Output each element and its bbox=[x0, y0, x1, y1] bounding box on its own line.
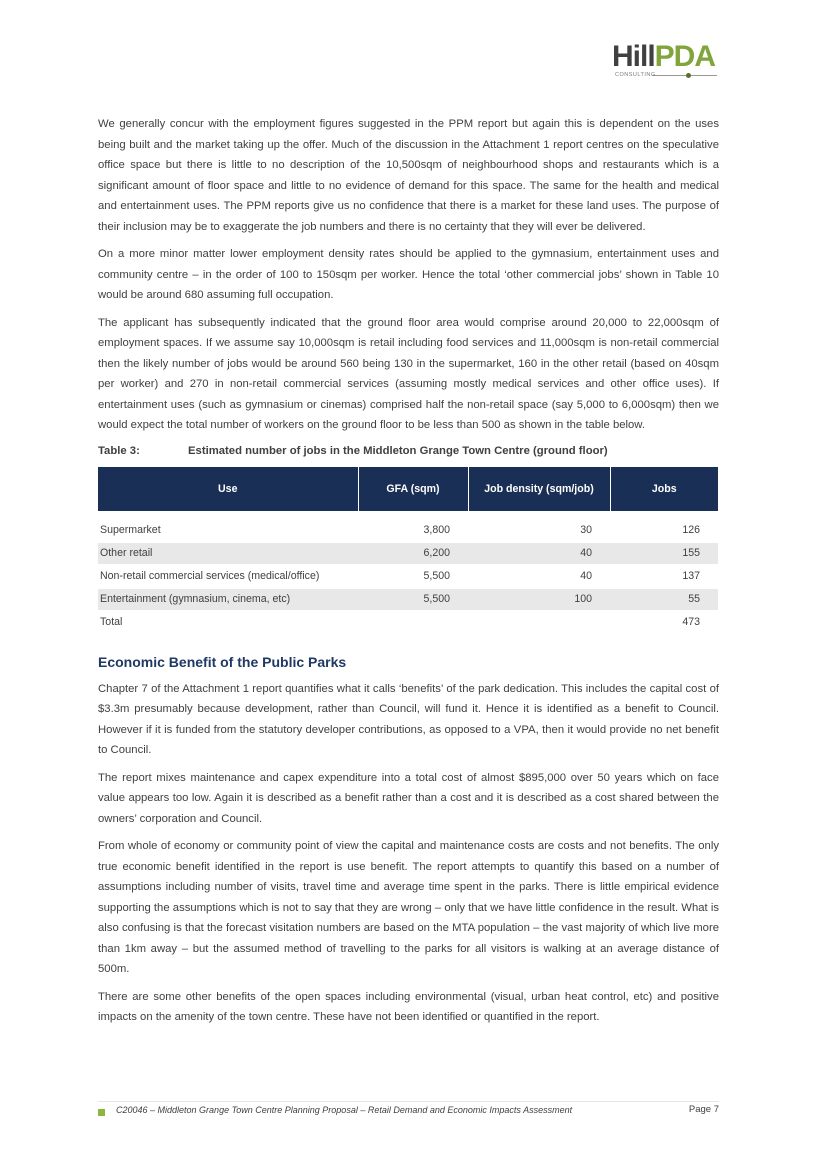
table-header-row bbox=[98, 467, 718, 511]
page-number: Page 7 bbox=[688, 1104, 719, 1115]
column-header-job-density: Job density (sqm/job) bbox=[468, 467, 610, 511]
paragraph: We generally concur with the employment figures suggested in the PPM report but again this is dependent on the uses being built and the market taking up the offer. Much of the discussion in the Attachment 1 report centres on the speculative office space but there is little to no description of the 10,500sqm of neighbourhood shops and restaurants which is a significant amount of floor space and little to no evidence of demand for this space. The same for the health and medical and entertainment uses. The PPM reports give us no confidence that there is a market for these land uses. The purpose of their inclusion may be to exaggerate the job numbers and there is no certainty that they will ever be delivered. bbox=[98, 118, 719, 233]
paragraph: On a more minor matter lower employment density rates should be applied to the gymnasium, entertainment uses and community centre – in the order of 100 to 150sqm per worker. Hence the total ‘other commercial jobs’ shown in Table 10 would be around 680 assuming full occupation. bbox=[98, 248, 719, 301]
footer-square-icon bbox=[98, 1109, 105, 1116]
jobs-table bbox=[98, 467, 718, 635]
cell-jobs: 55 bbox=[610, 588, 718, 611]
column-header-gfa: GFA (sqm) bbox=[358, 467, 468, 511]
cell-jobs: 155 bbox=[610, 542, 718, 565]
cell-gfa: 5,500 bbox=[358, 588, 468, 611]
table-total-row bbox=[98, 611, 718, 634]
logo-tagline: CONSULTING bbox=[615, 72, 656, 78]
footer-document-title: C20046 – Middleton Grange Town Centre Planning Proposal – Retail Demand and Economic Impacts Assessment bbox=[116, 1105, 573, 1115]
table-row bbox=[98, 542, 718, 565]
cell-job-density: 30 bbox=[468, 519, 610, 542]
paragraph: Chapter 7 of the Attachment 1 report quantifies what it calls ‘benefits’ of the park dedication. This includes the capital cost of $3.3m presumably because development, rather than Council, will fund it. Hence it is identified as a benefit to Council. However if it is funded from the statutory developer contributions, as opposed to a VPA, then it would provide no net benefit to Council. bbox=[98, 682, 719, 756]
column-header-use: Use bbox=[98, 467, 358, 511]
column-header-jobs: Jobs bbox=[610, 467, 718, 511]
cell-use: Supermarket bbox=[98, 519, 358, 542]
section-heading: Economic Benefit of the Public Parks bbox=[98, 653, 347, 670]
cell-gfa: 6,200 bbox=[358, 542, 468, 565]
cell-gfa: 5,500 bbox=[358, 565, 468, 588]
page-footer bbox=[98, 1101, 719, 1118]
logo-dot-icon bbox=[686, 73, 691, 78]
cell-job-density: 40 bbox=[468, 542, 610, 565]
cell-use: Other retail bbox=[98, 542, 358, 565]
paragraph: There are some other benefits of the open spaces including environmental (visual, urban heat control, etc) and positive impacts on the amenity of the town centre. These have not been identified or quantified in the report. bbox=[98, 990, 719, 1023]
cell-gfa bbox=[358, 611, 468, 634]
document-body bbox=[98, 114, 719, 1035]
table-row bbox=[98, 565, 718, 588]
table-row bbox=[98, 588, 718, 611]
cell-jobs: 137 bbox=[610, 565, 718, 588]
cell-jobs: 126 bbox=[610, 519, 718, 542]
cell-use: Entertainment (gymnasium, cinema, etc) bbox=[98, 588, 358, 611]
cell-use: Non-retail commercial services (medical/office) bbox=[98, 565, 358, 588]
paragraph: The report mixes maintenance and capex expenditure into a total cost of almost $895,000 over 50 years which on face value appears too low. Again it is described as a benefit rather than a cost and it is described as a cost shared between the owners’ corporation and Council. bbox=[98, 771, 719, 825]
paragraph: The applicant has subsequently indicated that the ground floor area would comprise around 20,000 to 22,000sqm of employment spaces. If we assume say 10,000sqm is retail including food services and 11,000sqm is non-retail commercial then the likely number of jobs would be around 560 being 130 in the supermarket, 160 in the other retail (based on 40sqm per worker) and 270 in non-retail commercial services (assuming mostly medical services and other office uses). If entertainment uses (such as gymnasium or cinemas) comprised half the non-retail space (say 5,000 to 6,000sqm) then we would expect the total number of workers on the ground floor to be less than 500 as shown in the table below. bbox=[98, 316, 719, 431]
cell-job-density: 100 bbox=[468, 588, 610, 611]
logo-wordmark: HillPDA bbox=[612, 40, 716, 73]
cell-job-density bbox=[468, 611, 610, 634]
table-caption-number: Table 3: bbox=[98, 444, 140, 457]
table-row bbox=[98, 519, 718, 542]
table-caption bbox=[98, 443, 719, 459]
cell-job-density: 40 bbox=[468, 565, 610, 588]
table-caption-title: Estimated number of jobs in the Middleton Grange Town Centre (ground floor) bbox=[188, 444, 608, 457]
cell-use: Total bbox=[98, 611, 358, 634]
cell-gfa: 3,800 bbox=[358, 519, 468, 542]
paragraph: From whole of economy or community point of view the capital and maintenance costs are costs and not benefits. The only true economic benefit identified in the report is use benefit. The report attempts to quantify this based on a number of assumptions including number of visits, travel time and average time spent in the parks. There is little empirical evidence supporting the assumptions which is not to say that they are wrong – only that we have little confidence in the result. What is also confusing is that the forecast visitation numbers are based on the MTA population – the vast majority of which live more than 1km away – but the assumed method of travelling to the parks for all visitors is walking at an average distance of 500m. bbox=[98, 840, 719, 975]
logo-rule bbox=[652, 75, 717, 76]
hillpda-logo bbox=[612, 42, 722, 82]
cell-jobs: 473 bbox=[610, 611, 718, 634]
